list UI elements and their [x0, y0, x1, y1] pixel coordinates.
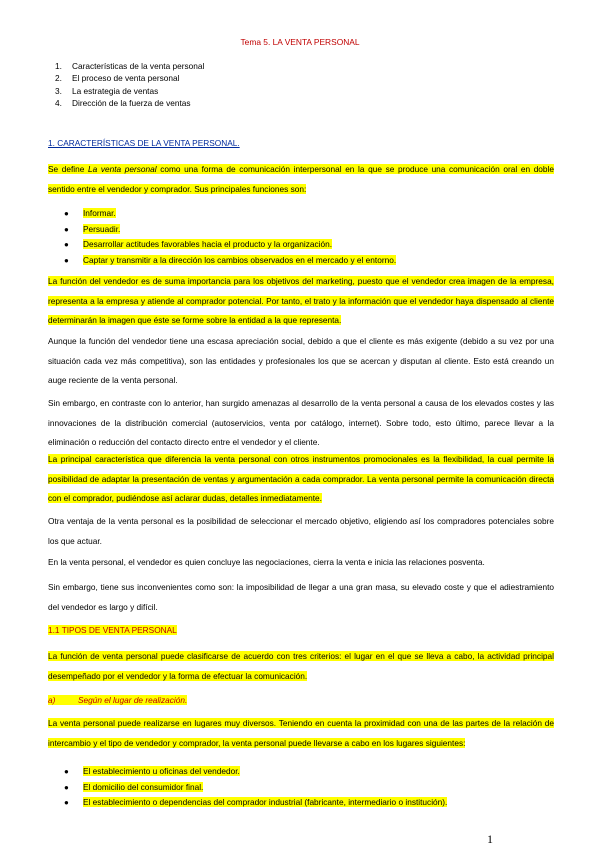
paragraph: Sin embargo, en contraste con lo anterior, han surgido amenazas al desarrollo de la venta personal a causa de los elevados costes y las innovaciones de la distribución comercial (autoservicios, venta por catálogo, internet). Sobre todo, esto último, parece llevar a la eliminación o reducción del contacto directo entre el vendedor y el cliente.: [48, 398, 554, 447]
toc-item: 2. El proceso de venta personal: [55, 73, 180, 84]
toc-item: 1. Características de la venta personal: [55, 61, 205, 71]
list-item: ● Persuadir.: [64, 223, 121, 234]
paragraph: La venta personal puede realizarse en lugares muy diversos. Teniendo en cuenta la proximidad con una de las partes de la relación de intercambio y el tipo de vendedor y comprador, la venta personal puede llevarse a cabo en los lugares siguientes:: [48, 718, 554, 748]
paragraph: Sin embargo, tiene sus inconvenientes como son: la imposibilidad de llegar a una gran masa, su elevado coste y que el adiestramiento del vendedor es largo y difícil.: [48, 582, 554, 612]
section-heading: 1. CARACTERÍSTICAS DE LA VENTA PERSONAL.: [48, 138, 240, 148]
table-of-contents: [55, 60, 204, 110]
paragraph: La función del vendedor es de suma importancia para los objetivos del marketing, puesto que el vendedor crea imagen de la empresa, representa a la empresa y atiende al comprador potencial. Por tanto, el trato y la información que el vendedor haya dispensado al cliente determinarán la imagen que éste se forme sobre la entidad a la que representa.: [48, 276, 554, 325]
toc-item: 4. Dirección de la fuerza de ventas: [55, 98, 191, 109]
list-item: ● El domicilio del consumidor final.: [64, 781, 204, 792]
subsection-label: a) Según el lugar de realización.: [48, 695, 188, 705]
paragraph: La función de venta personal puede clasificarse de acuerdo con tres criterios: el lugar en el que se lleva a cabo, la actividad principal desempeñado por el vendedor y la forma de efectuar la comunicación.: [48, 651, 554, 681]
functions-list: [64, 206, 396, 268]
list-item: ● Informar.: [64, 208, 116, 218]
page-number: 1: [487, 832, 493, 846]
list-item: ● Captar y transmitir a la dirección los cambios observados en el mercado y el entorno.: [64, 254, 397, 265]
list-item: ● Desarrollar actitudes favorables hacia el producto y la organización.: [64, 239, 333, 249]
list-item: ● El establecimiento o dependencias del comprador industrial (fabricante, intermediario o institución).: [64, 797, 448, 807]
toc-item: 3. La estrategia de ventas: [55, 85, 159, 96]
document-title: Tema 5. LA VENTA PERSONAL: [240, 37, 360, 47]
places-list: [64, 764, 447, 811]
list-item: ● El establecimiento u oficinas del vendedor.: [64, 766, 240, 776]
paragraph: En la venta personal, el vendedor es quien concluye las negociaciones, cierra la venta e inicia las relaciones posventa.: [48, 557, 485, 567]
paragraph: La principal característica que diferencia la venta personal con otros instrumentos promocionales es la flexibilidad, la cual permite la posibilidad de adaptar la presentación de ventas y argumentación a cada comprador. La venta personal permite la comunicación directa con el comprador, pudiéndose así aclarar dudas, detalles inmediatamente.: [48, 454, 554, 503]
subsection-heading: 1.1 TIPOS DE VENTA PERSONAL: [48, 625, 177, 635]
intro-paragraph: Se define La venta personal como una forma de comunicación interpersonal en la que se produce una comunicación oral en doble sentido entre el vendedor y comprador. Sus principales funciones son:: [48, 164, 554, 194]
paragraph: Otra ventaja de la venta personal es la posibilidad de seleccionar el mercado objetivo, eligiendo así los compradores potenciales sobre los que actuar.: [48, 516, 554, 546]
paragraph: Aunque la función del vendedor tiene una escasa apreciación social, debido a que el cliente es más exigente (debido a su vez por una situación cada vez más competitiva), son las entidades y profesionales los que se acercan y disputan al cliente. Esto está creando un auge reciente de la venta personal.: [48, 336, 554, 385]
